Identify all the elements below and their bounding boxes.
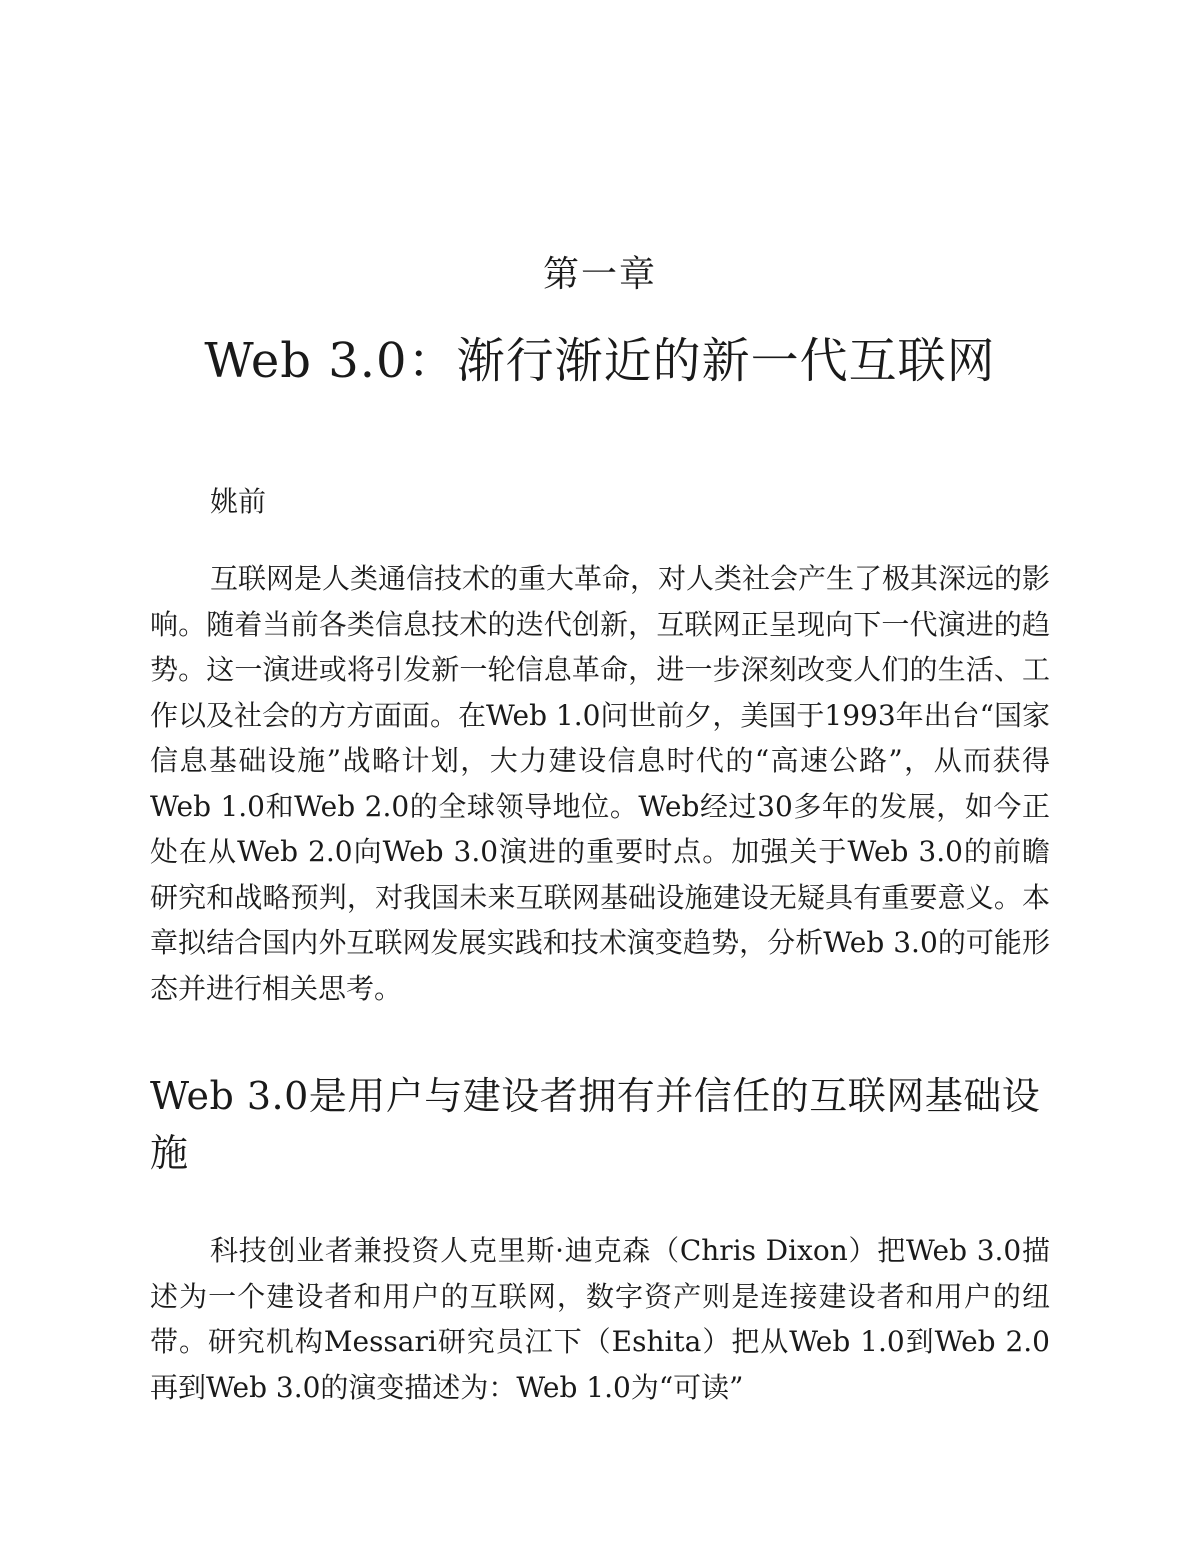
chapter-title: Web 3.0：渐行渐近的新一代互联网 <box>204 333 996 389</box>
intro-paragraph: 互联网是人类通信技术的重大革命，对人类社会产生了极其深远的影响。随着当前各类信息技术的迭代创新，互联网正呈现向下一代演进的趋势。这一演进或将引发新一轮信息革命，进一步深刻改变人们的生活、工作以及社会的方方面面。在Web 1.0问世前夕，美国于1993年出台“国家信息基础设施”战略计划，大力建设信息时代的“高速公路”，从而获得Web 1.0和Web 2.0的全球领导地位。Web经过30多年的发展，如今正处在从Web 2.0向Web 3.0演进的重要时点。加强关于Web 3.0的前瞻研究和战略预判，对我国未来互联网基础设施建设无疑具有重要意义。本章拟结合国内外互联网发展实践和技术演变趋势，分析Web 3.0的可能形态并进行相关思考。 <box>150 562 1051 1005</box>
author-name: 姚前 <box>210 485 267 518</box>
chapter-label: 第一章 <box>542 254 657 295</box>
section-heading: Web 3.0是用户与建设者拥有并信任的互联网基础设施 <box>150 1074 1041 1175</box>
section-paragraph: 科技创业者兼投资人克里斯·迪克森（Chris Dixon）把Web 3.0描述为一个建设者和用户的互联网，数字资产则是连接建设者和用户的纽带。研究机构Messari研究员江下（Eshita）把从Web 1.0到Web 2.0再到Web 3.0的演变描述为：Web 1.0为“可读” <box>150 1234 1050 1404</box>
